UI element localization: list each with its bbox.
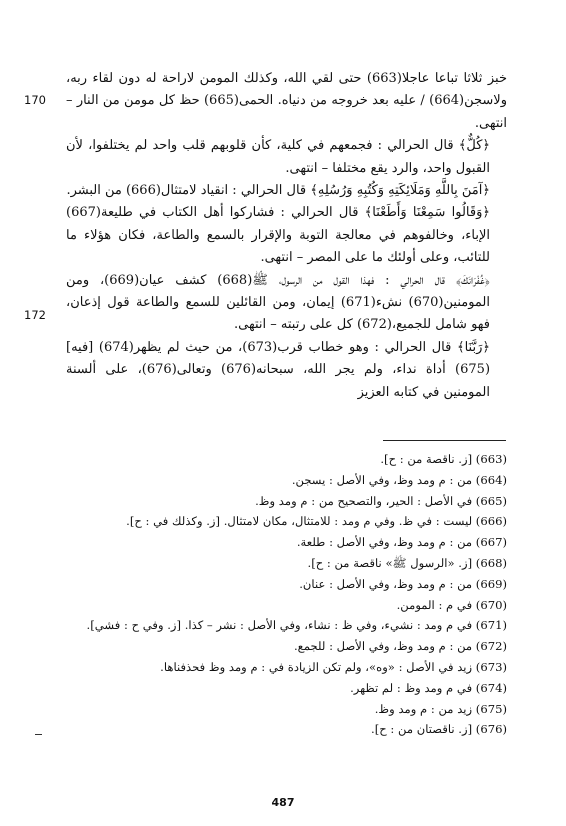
paragraph: ﴿رَبَّنَا﴾ قال الحرالي : وهو خطاب قرب(673)، من حيث لم يظهر(674) [فيه](675) أداة نداء، ولم يجر الله، سبحانه(676) وتعالى(676)، على ألسنة المومنين في كتابه العزيز — [66, 339, 491, 400]
paragraph: ﴿آمَنَ بِاللَّهِ وَمَلَائِكَتِهِ وَكُتُبِهِ وَرُسُلِهِ﴾ قال الحرالي : انقياد لامتثال(666) من البشر. — [66, 183, 490, 199]
footnote: (676) [ز. ناقصتان من : ح]. — [371, 722, 507, 737]
paragraph: ﴿غُفْرَانَكَ﴾ قال الحرالي : فهذا القول من الرسول، ﷺ(668) كشف عيان(669)، ومن المومنين(670) نشء(671) إيمان، ومن القائلين للسمع والطاعة قول إذعان، فهو شامل للجميع،(672) كل على رتبته – انتهى. — [66, 272, 491, 333]
paragraph: خبز ثلاثا تباعا عاجلا(663) حتى لقي الله، وكذلك المومن لاراحة له دون لقاء ربه، ولاسجن(664) / عليه بعد خروجه من دنياه. الحمى(665) حظ كل مومن من النار – انتهى. — [66, 71, 507, 131]
footnote: (671) في م ومد : نشيء، وفي ظ : نشاء، وفي الأصل : نشر – كذا. [ز. وفي ح : فشي]. — [86, 618, 507, 633]
footnote: (664) من : م ومد وظ، وفي الأصل : يسجن. — [291, 472, 507, 487]
paragraph: ﴿كُلٌّ﴾ قال الحرالي : فجمعهم في كلية، كأن قلوبهم قلب واحد لم يختلفوا، لأن القبول واحد، والرد يقع مختلفا – انتهى. — [66, 138, 490, 176]
footnote: (673) زيد في الأصل : «وه»، ولم تكن الزيادة في : م ومد وظ فحذفناها. — [160, 659, 507, 674]
footnote: (669) من : م ومد وظ، وفي الأصل : عنان. — [299, 576, 507, 591]
footnote: (666) ليست : في ظ. وفي م ومد : للامتثال، مكان لامتثال. [ز. وكذلك في : ح]. — [126, 514, 507, 529]
footnote: (670) في م : المومن. — [396, 597, 507, 612]
footnote: (665) في الأصل : الحير، والتصحيح من : م ومد وظ. — [255, 493, 507, 508]
footnote-separator — [383, 440, 506, 441]
footnote: (667) من : م ومد وظ، وفي الأصل : طلعة. — [296, 535, 507, 550]
footnotes — [60, 449, 507, 740]
margin-number: 172 — [24, 308, 46, 322]
paragraph: ﴿وَقَالُوا سَمِعْنَا وَأَطَعْنَا﴾ قال الحرالي : فشاركوا أهل الكتاب في طليعة(667) الإباء، وخالفوهم في معالجة التوبة والإقرار بالسمع والطاعة، فكان هؤلاء ما للتائب، وعلى أولئك ما على المصر – انتهى. — [66, 205, 490, 266]
margin-dash — [35, 734, 42, 735]
margin-number: 170 — [24, 93, 46, 107]
footnote: (675) زيد من : م ومد وظ. — [374, 701, 507, 716]
main-text — [66, 68, 507, 404]
footnote: (674) في م ومد وظ : لم تظهر. — [350, 680, 507, 695]
footnote: (672) من : م ومد وظ، وفي الأصل : للجمع. — [293, 639, 507, 654]
page-number: 487 — [271, 796, 295, 809]
footnote: (663) [ز. ناقصة من : ح]. — [380, 452, 507, 466]
footnote: (668) [ز. «الرسول ﷺ» ناقصة من : ح]. — [307, 555, 507, 570]
